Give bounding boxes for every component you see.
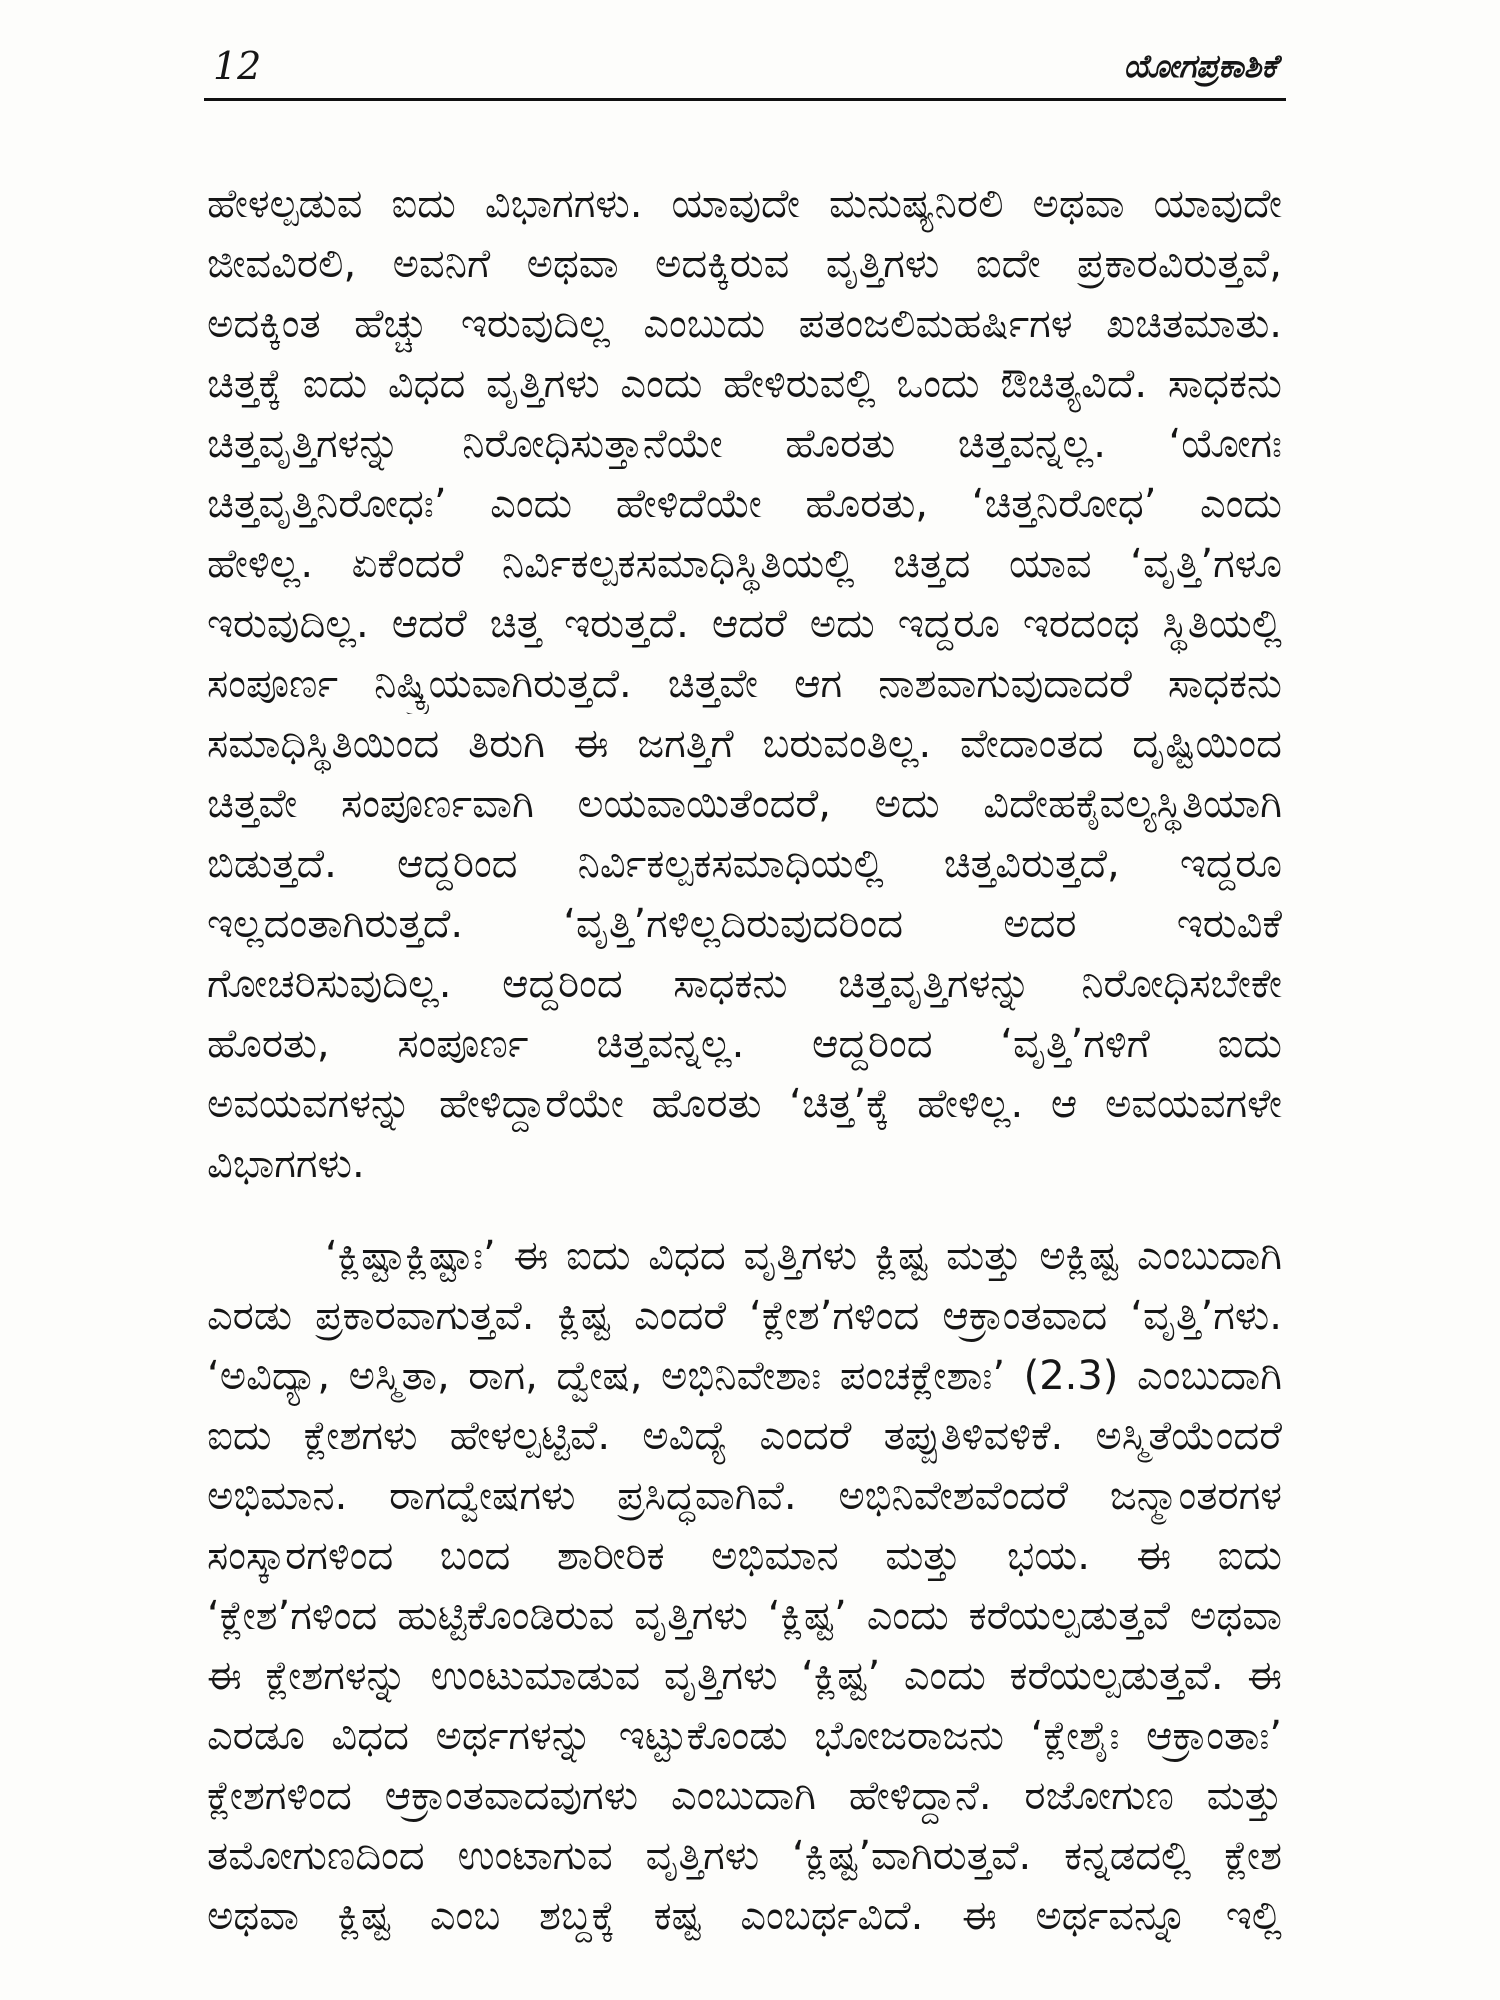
text-line: ಎರಡು ಪ್ರಕಾರವಾಗುತ್ತವೆ. ಕ್ಲಿಷ್ಟ ಎಂದರೆ ‘ಕ್ಲೇಶ’ಗಳಿಂದ ಆಕ್ರಾಂತವಾದ ‘ವೃತ್ತಿ’ಗಳು. bbox=[207, 1293, 1282, 1339]
text-line: ಅಭಿಮಾನ. ರಾಗದ್ವೇಷಗಳು ಪ್ರಸಿದ್ಧವಾಗಿವೆ. ಅಭಿನಿವೇಶವೆಂದರೆ ಜನ್ಮಾಂತರಗಳ bbox=[207, 1473, 1282, 1519]
running-head bbox=[207, 38, 1283, 94]
text-line: ಬಿಡುತ್ತದೆ. ಆದ್ದರಿಂದ ನಿರ್ವಿಕಲ್ಪಕಸಮಾಧಿಯಲ್ಲಿ ಚಿತ್ತವಿರುತ್ತದೆ, ಇದ್ದರೂ bbox=[207, 841, 1282, 887]
paragraph bbox=[207, 174, 1282, 1194]
header-rule bbox=[204, 98, 1286, 101]
text-line: ಸಂಸ್ಕಾರಗಳಿಂದ ಬಂದ ಶಾರೀರಿಕ ಅಭಿಮಾನ ಮತ್ತು ಭಯ. ಈ ಐದು bbox=[207, 1533, 1282, 1579]
text-line: ಹೇಳಿಲ್ಲ. ಏಕೆಂದರೆ ನಿರ್ವಿಕಲ್ಪಕಸಮಾಧಿಸ್ಥಿತಿಯಲ್ಲಿ ಚಿತ್ತದ ಯಾವ ‘ವೃತ್ತಿ’ಗಳೂ bbox=[207, 541, 1282, 587]
text-line: ಸಮಾಧಿಸ್ಥಿತಿಯಿಂದ ತಿರುಗಿ ಈ ಜಗತ್ತಿಗೆ ಬರುವಂತಿಲ್ಲ. ವೇದಾಂತದ ದೃಷ್ಟಿಯಿಂದ bbox=[207, 721, 1282, 767]
running-title: ಯೋಗಪ್ರಕಾಶಿಕೆ bbox=[1123, 47, 1277, 85]
text-line: ಎರಡೂ ವಿಧದ ಅರ್ಥಗಳನ್ನು ಇಟ್ಟುಕೊಂಡು ಭೋಜರಾಜನು ‘ಕ್ಲೇಶೈಃ ಆಕ್ರಾಂತಾಃ’ bbox=[207, 1713, 1282, 1759]
text-line: ‘ಕ್ಲಿಷ್ಟಾಕ್ಲಿಷ್ಟಾಃ’ ಈ ಐದು ವಿಧದ ವೃತ್ತಿಗಳು ಕ್ಲಿಷ್ಟ ಮತ್ತು ಅಕ್ಲಿಷ್ಟ ಎಂಬುದಾಗಿ bbox=[325, 1233, 1282, 1279]
text-line: ಸಂಪೂರ್ಣ ನಿಷ್ಕ್ರಿಯವಾಗಿರುತ್ತದೆ. ಚಿತ್ತವೇ ಆಗ ನಾಶವಾಗುವುದಾದರೆ ಸಾಧಕನು bbox=[207, 661, 1282, 707]
text-line: ‘ಅವಿದ್ಯಾ, ಅಸ್ಮಿತಾ, ರಾಗ, ದ್ವೇಷ, ಅಭಿನಿವೇಶಾಃ ಪಂಚಕ್ಲೇಶಾಃ’ (2.3) ಎಂಬುದಾಗಿ bbox=[207, 1353, 1282, 1399]
paragraph bbox=[207, 1226, 1282, 1946]
text-line: ಚಿತ್ತವೇ ಸಂಪೂರ್ಣವಾಗಿ ಲಯವಾಯಿತೆಂದರೆ, ಅದು ವಿದೇಹಕೈವಲ್ಯಸ್ಥಿತಿಯಾಗಿ bbox=[207, 781, 1282, 827]
text-line: ಚಿತ್ತವೃತ್ತಿನಿರೋಧಃ’ ಎಂದು ಹೇಳಿದೆಯೇ ಹೊರತು, ‘ಚಿತ್ತನಿರೋಧ’ ಎಂದು bbox=[207, 481, 1282, 527]
text-line: ಐದು ಕ್ಲೇಶಗಳು ಹೇಳಲ್ಪಟ್ಟಿವೆ. ಅವಿದ್ಯೆ ಎಂದರೆ ತಪ್ಪುತಿಳಿವಳಿಕೆ. ಅಸ್ಮಿತೆಯೆಂದರೆ bbox=[207, 1413, 1282, 1459]
text-line: ಜೀವವಿರಲಿ, ಅವನಿಗೆ ಅಥವಾ ಅದಕ್ಕಿರುವ ವೃತ್ತಿಗಳು ಐದೇ ಪ್ರಕಾರವಿರುತ್ತವೆ, bbox=[207, 241, 1282, 287]
text-line: ಚಿತ್ತಕ್ಕೆ ಐದು ವಿಧದ ವೃತ್ತಿಗಳು ಎಂದು ಹೇಳಿರುವಲ್ಲಿ ಒಂದು ಔಚಿತ್ಯವಿದೆ. ಸಾಧಕನು bbox=[207, 361, 1282, 407]
text-line: ಇರುವುದಿಲ್ಲ. ಆದರೆ ಚಿತ್ತ ಇರುತ್ತದೆ. ಆದರೆ ಅದು ಇದ್ದರೂ ಇರದಂಥ ಸ್ಥಿತಿಯಲ್ಲಿ bbox=[207, 601, 1282, 647]
text-line: ಈ ಕ್ಲೇಶಗಳನ್ನು ಉಂಟುಮಾಡುವ ವೃತ್ತಿಗಳು ‘ಕ್ಲಿಷ್ಟ’ ಎಂದು ಕರೆಯಲ್ಪಡುತ್ತವೆ. ಈ bbox=[207, 1653, 1282, 1699]
text-line: ಅಥವಾ ಕ್ಲಿಷ್ಟ ಎಂಬ ಶಬ್ದಕ್ಕೆ ಕಷ್ಟ ಎಂಬರ್ಥವಿದೆ. ಈ ಅರ್ಥವನ್ನೂ ಇಲ್ಲಿ bbox=[207, 1893, 1282, 1939]
text-line: ತಮೋಗುಣದಿಂದ ಉಂಟಾಗುವ ವೃತ್ತಿಗಳು ‘ಕ್ಲಿಷ್ಟ’ವಾಗಿರುತ್ತವೆ. ಕನ್ನಡದಲ್ಲಿ ಕ್ಲೇಶ bbox=[207, 1833, 1282, 1879]
text-line: ಹೊರತು, ಸಂಪೂರ್ಣ ಚಿತ್ತವನ್ನಲ್ಲ. ಆದ್ದರಿಂದ ‘ವೃತ್ತಿ’ಗಳಿಗೆ ಐದು bbox=[207, 1021, 1282, 1067]
text-line: ವಿಭಾಗಗಳು. bbox=[207, 1141, 365, 1187]
text-line: ಹೇಳಲ್ಪಡುವ ಐದು ವಿಭಾಗಗಳು. ಯಾವುದೇ ಮನುಷ್ಯನಿರಲಿ ಅಥವಾ ಯಾವುದೇ bbox=[207, 181, 1282, 227]
text-line: ಅದಕ್ಕಿಂತ ಹೆಚ್ಚು ಇರುವುದಿಲ್ಲ ಎಂಬುದು ಪತಂಜಲಿಮಹರ್ಷಿಗಳ ಖಚಿತಮಾತು. bbox=[207, 301, 1282, 347]
text-line: ಕ್ಲೇಶಗಳಿಂದ ಆಕ್ರಾಂತವಾದವುಗಳು ಎಂಬುದಾಗಿ ಹೇಳಿದ್ದಾನೆ. ರಜೋಗುಣ ಮತ್ತು bbox=[207, 1773, 1282, 1819]
text-line: ಅವಯವಗಳನ್ನು ಹೇಳಿದ್ದಾರೆಯೇ ಹೊರತು ‘ಚಿತ್ತ’ಕ್ಕೆ ಹೇಳಿಲ್ಲ. ಆ ಅವಯವಗಳೇ bbox=[207, 1081, 1282, 1127]
text-body bbox=[207, 174, 1282, 1946]
text-line: ‘ಕ್ಲೇಶ’ಗಳಿಂದ ಹುಟ್ಟಿಕೊಂಡಿರುವ ವೃತ್ತಿಗಳು ‘ಕ್ಲಿಷ್ಟ’ ಎಂದು ಕರೆಯಲ್ಪಡುತ್ತವೆ ಅಥವಾ bbox=[207, 1593, 1282, 1639]
text-line: ಗೋಚರಿಸುವುದಿಲ್ಲ. ಆದ್ದರಿಂದ ಸಾಧಕನು ಚಿತ್ತವೃತ್ತಿಗಳನ್ನು ನಿರೋಧಿಸಬೇಕೇ bbox=[207, 961, 1282, 1007]
page-number: 12 bbox=[213, 44, 262, 88]
text-line: ಇಲ್ಲದಂತಾಗಿರುತ್ತದೆ. ‘ವೃತ್ತಿ’ಗಳಿಲ್ಲದಿರುವುದರಿಂದ ಅದರ ಇರುವಿಕೆ bbox=[207, 901, 1282, 947]
text-line: ಚಿತ್ತವೃತ್ತಿಗಳನ್ನು ನಿರೋಧಿಸುತ್ತಾನೆಯೇ ಹೊರತು ಚಿತ್ತವನ್ನಲ್ಲ. ‘ಯೋಗಃ bbox=[207, 421, 1282, 467]
